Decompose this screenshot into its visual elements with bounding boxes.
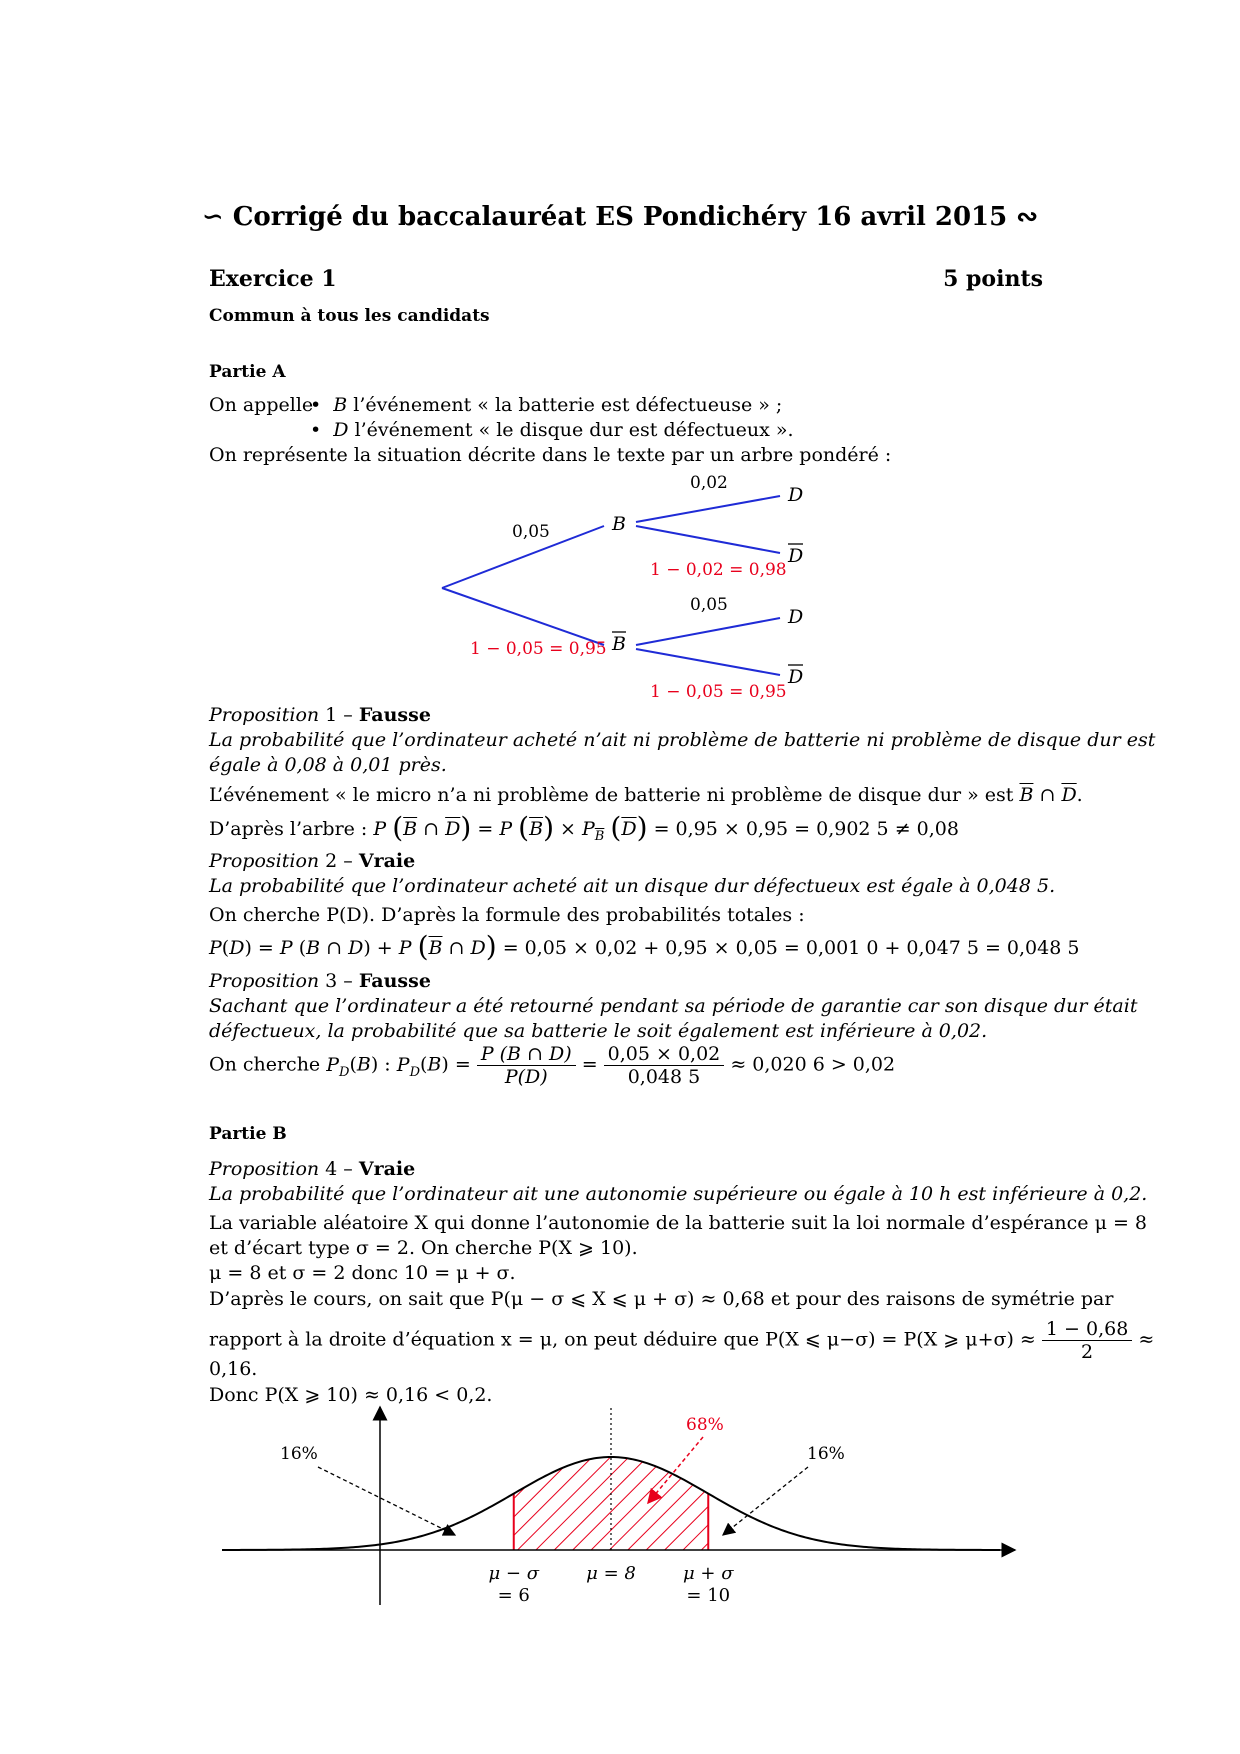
node-B-D: D [788,484,804,506]
partA-heading: Partie A [209,362,286,382]
proposition-3-statement-1: Sachant que l’ordinateur a été retourné pendant sa période de garantie car son disque dur était [209,995,1138,1017]
proposition-1-header: Proposition 1 – Fausse [209,704,431,726]
proposition-2-line1: On cherche P(D). D’après la formule des probabilités totales : [209,904,805,926]
proposition-1-computation: D’après l’arbre : P ($\overline{B}$ ∩ $\overline{D}) = P$ $(\overline{B}) \times P_{\overline{B}}$ $(\overline{D}) = 0,95 \times 0,95 = 0,902$ 5 ≠ 0,08 [209,811,959,844]
page-title: ∽ Corrigé du baccalauréat ES Pondichéry 16 avril 2015 ∾ [201,202,1039,232]
tick-label: μ + σ [682,1563,734,1584]
arrow-right-16 [723,1467,808,1535]
node-Bbar: B [612,633,626,655]
partB-line4: D’après le cours, on sait que P(μ − σ ⩽ X ⩽ μ + σ) ≈ 0,68 et pour des raisons de symétrie par [209,1288,1114,1310]
branch-Bbar-Dbar [636,649,780,675]
partB-line5: rapport à la droite d’équation x = μ, on peut déduire que P(X ⩽ μ−σ) = P(X ⩾ μ+σ) ≈ $\frac{1 - 0,68}{2}$ ≈ [209,1318,1155,1363]
proposition-4-statement: La probabilité que l’ordinateur ait une autonomie supérieure ou égale à 10 h est inférieure à 0,2. [209,1183,1148,1205]
exercise-points: 5 points [943,266,1043,292]
weight-Bbar-D: 0,05 [690,595,728,615]
node-B-Dbar: D [788,545,804,567]
exercise-audience: Commun à tous les candidats [209,306,490,326]
branch-Bbar-D [636,618,780,645]
partB-heading: Partie B [209,1124,287,1144]
node-B: B [612,513,626,535]
proposition-3-statement-2: défectueux, la probabilité que sa batterie le soit également est inférieure à 0,02. [209,1020,988,1042]
weight-B: 0,05 [512,522,550,542]
weight-Bbar-Dbar: 1 − 0,05 = 0,95 [650,682,787,702]
proposition-1-statement-2: égale à 0,08 à 0,01 près. [209,754,447,776]
node-Bbar-D: D [788,606,804,628]
proposition-1-event: L’événement « le micro n’a ni problème de batterie ni problème de disque dur » est $\overline{B}$ ∩ $\overline{D}$. [209,784,1083,806]
arrow-left-16 [318,1467,455,1535]
partB-line2: et d’écart type σ = 2. On cherche P(X ⩾ 10). [209,1237,638,1259]
tick-label: μ = 8 [586,1563,636,1584]
proposition-3-header: Proposition 3 – Fausse [209,970,431,992]
partA-intro: On appelle [209,394,314,416]
proposition-2-computation: P(D) = P (B ∩ D) + P ($\overline{B}$ ∩ D) = 0,05 × 0,02 + 0,95 × 0,05 = 0,001 0 + 0,047 5 = 0,048 5 [209,930,1080,963]
tick-label: = 6 [497,1585,530,1606]
node-Bbar-Dbar: D [788,666,804,688]
proposition-2-statement: La probabilité que l’ordinateur acheté ait un disque dur défectueux est égale à 0,048 5. [209,875,1056,897]
bullet-B: • B l’événement « la batterie est défectueuse » ; [310,394,783,416]
tree-intro: On représente la situation décrite dans le texte par un arbre pondéré : [209,444,892,466]
partB-line1: La variable aléatoire X qui donne l’autonomie de la batterie suit la loi normale d’espérance μ = 8 [209,1212,1148,1234]
branch-B-Dbar [636,526,780,553]
partB-line6: 0,16. [209,1358,258,1380]
annotation-center-68: 68% [686,1415,724,1435]
probability-tree [0,470,1240,710]
weight-B-D: 0,02 [690,473,728,493]
tick-label: μ − σ [488,1563,540,1584]
annotation-right-16: 16% [807,1444,845,1464]
weight-B-Dbar: 1 − 0,02 = 0,98 [650,560,787,580]
proposition-1-statement-1: La probabilité que l’ordinateur acheté n’ait ni problème de batterie ni problème de disque dur est [209,729,1156,751]
partB-line7: Donc P(X ⩾ 10) ≈ 0,16 < 0,2. [209,1384,493,1406]
annotation-left-16: 16% [280,1444,318,1464]
exercise-label: Exercice 1 [209,266,337,292]
proposition-3-computation: On cherche $P_D(B)$ : $P_D(B)$ = $\frac{P (B \cap D)}{P(D)}$ = $\frac{0,05 \times 0,02}{0,048 5}$ ≈ 0,020 6 > 0,02 [209,1043,896,1088]
weight-Bbar: 1 − 0,05 = 0,95 [470,639,607,659]
partB-line3: μ = 8 et σ = 2 donc 10 = μ + σ. [209,1262,516,1284]
branch-B-D [636,496,780,522]
branch-root-Bbar [442,588,604,645]
normal-distribution-chart [0,1405,1240,1620]
tick-label: = 10 [686,1585,731,1606]
proposition-4-header: Proposition 4 – Vraie [209,1158,416,1180]
proposition-2-header: Proposition 2 – Vraie [209,850,416,872]
bullet-D: • D l’événement « le disque dur est défectueux ». [310,419,794,441]
